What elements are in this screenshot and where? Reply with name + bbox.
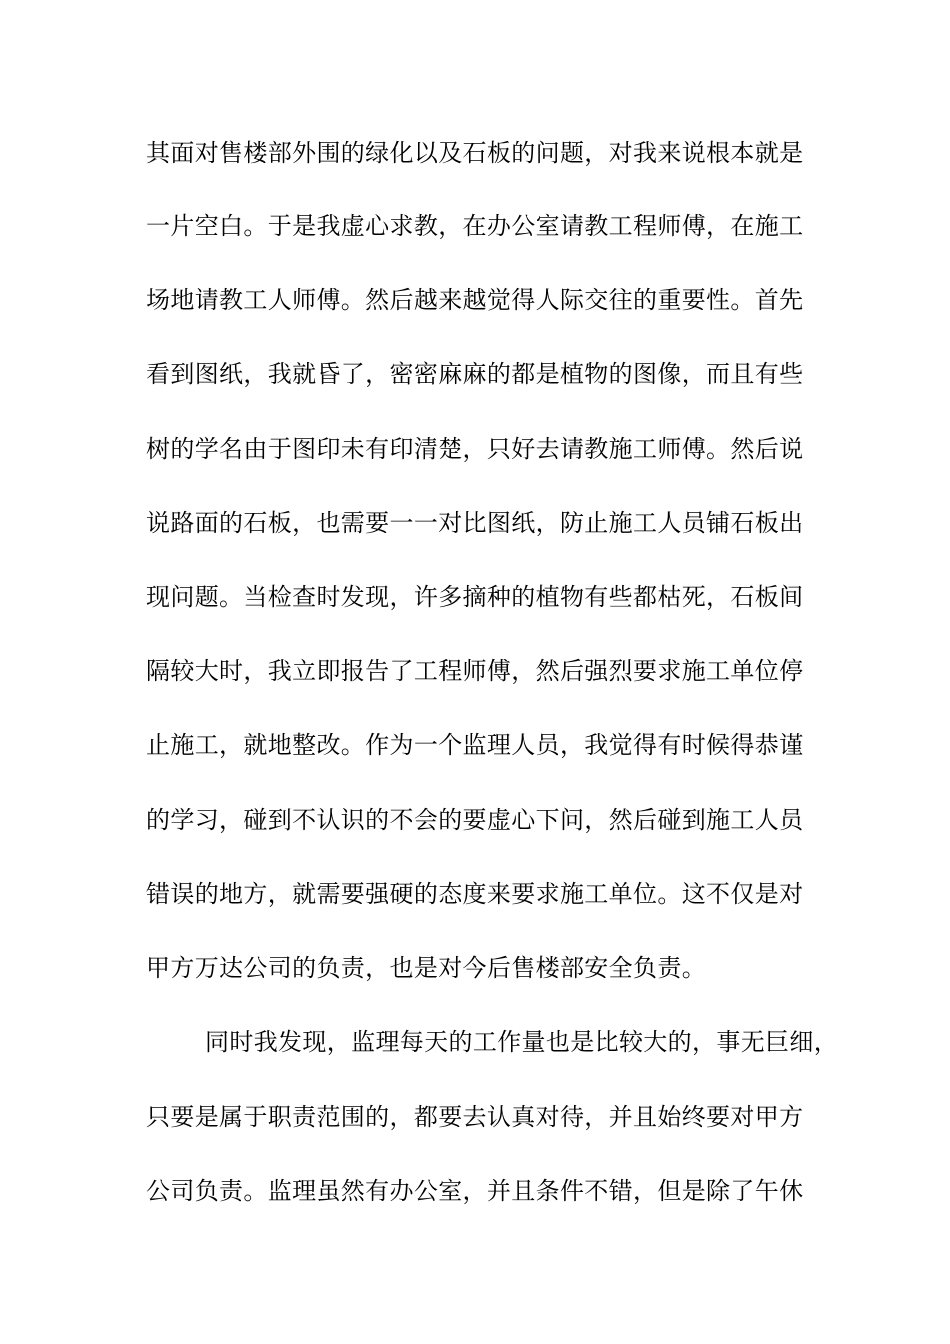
text-line: 现问题。当检查时发现，许多摘种的植物有些都枯死，石板间 [146,583,804,611]
text-line: 其面对售楼部外围的绿化以及石板的问题，对我来说根本就是 [146,139,804,167]
text-line: 说路面的石板，也需要一一对比图纸，防止施工人员铺石板出 [146,509,804,537]
text-line: 止施工，就地整改。作为一个监理人员，我觉得有时候得恭谨 [146,731,804,759]
text-line: 看到图纸，我就昏了，密密麻麻的都是植物的图像，而且有些 [146,360,804,388]
text-line: 甲方万达公司的负责，也是对今后售楼部安全负责。 [146,954,707,982]
text-line: 一片空白。于是我虚心求教，在办公室请教工程师傅，在施工 [146,212,804,240]
paragraph-first-line: 同时我发现，监理每天的工作量也是比较大的，事无巨细， [205,1028,839,1056]
text-line: 公司负责。监理虽然有办公室，并且条件不错，但是除了午休 [146,1177,804,1205]
text-line: 只要是属于职责范围的，都要去认真对待，并且始终要对甲方 [146,1103,804,1131]
text-line: 错误的地方，就需要强硬的态度来要求施工单位。这不仅是对 [146,880,804,908]
text-line: 隔较大时，我立即报告了工程师傅，然后强烈要求施工单位停 [146,657,804,685]
text-line: 树的学名由于图印未有印清楚，只好去请教施工师傅。然后说 [146,435,804,463]
text-line: 的学习，碰到不认识的不会的要虚心下问，然后碰到施工人员 [146,806,804,834]
text-line: 场地请教工人师傅。然后越来越觉得人际交往的重要性。首先 [146,286,804,314]
